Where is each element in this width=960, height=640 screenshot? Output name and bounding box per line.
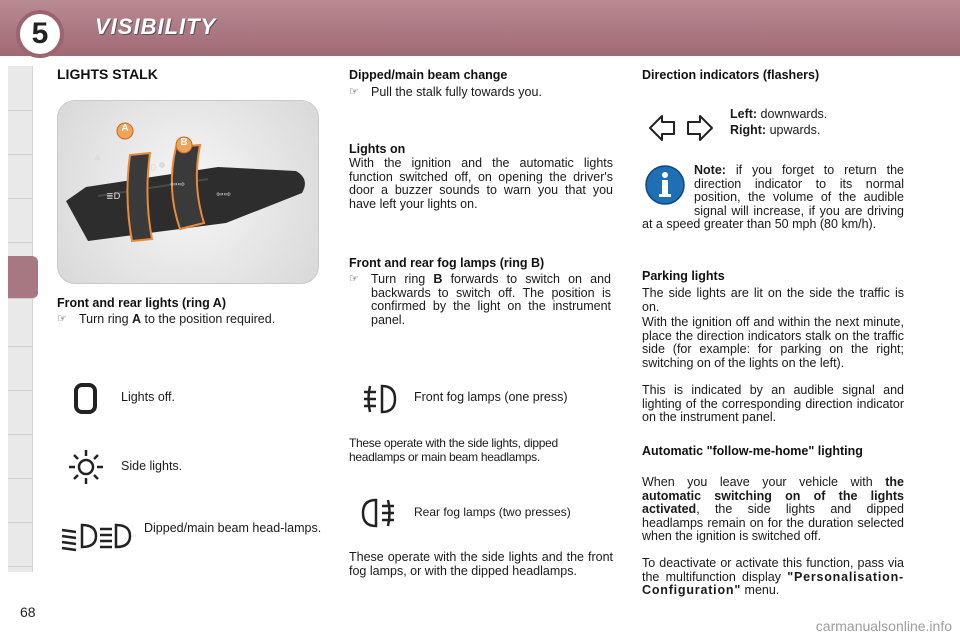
bullet-text: forwards to switch on and backwards to switch off. The position is confirmed by the light on the instrument panel. — [371, 272, 612, 327]
side-lights-icon — [66, 448, 106, 486]
lights-off-icon — [72, 382, 100, 416]
pointing-hand-icon: ☞ — [57, 313, 67, 325]
right-value: upwards. — [766, 123, 821, 137]
lights-on-text: With the ignition and the automatic lights function switched off, on opening the driver's door a buzzer sounds to warn you that you have left your lights on. — [349, 156, 613, 211]
parking-lights-p1: The side lights are lit on the side the traffic is on. — [642, 286, 904, 314]
menu-name: "Personalisation-Configuration" — [642, 569, 904, 597]
svg-text:0: 0 — [150, 163, 157, 174]
note-text — [642, 164, 904, 232]
follow-me-home-p1 — [642, 476, 904, 544]
paragraph-bold: the automatic switching on of the lights activated — [642, 475, 904, 516]
bullet-text: to the position required. — [141, 312, 276, 326]
right-label: Right: — [730, 123, 767, 137]
svg-text:▲: ▲ — [94, 152, 101, 162]
chapter-tab[interactable] — [8, 110, 32, 155]
chapter-tab[interactable] — [8, 302, 32, 347]
chapter-title: VISIBILITY — [95, 14, 217, 39]
bullet-text: Pull the stalk fully towards you. — [371, 85, 542, 99]
note-body: if you forget to return the direction indicator to its normal position, the volume of the audible signal will increase, if you are driving at a speed greater than 50 mph (80 km/h). — [642, 163, 904, 231]
lights-stalk-illustration — [57, 100, 319, 284]
front-fog-lamp-icon — [362, 382, 398, 416]
ring-label-bold: B — [433, 272, 443, 286]
note-label: Note: — [694, 163, 726, 177]
chapter-tab[interactable] — [8, 478, 32, 523]
svg-text:≣D: ≣D — [106, 192, 121, 202]
chapter-tab[interactable] — [8, 434, 32, 479]
fog-lamps-bullet — [349, 273, 613, 329]
chapter-tab[interactable] — [8, 198, 32, 243]
dipped-beam-bullet — [349, 86, 613, 102]
right-indicator-text — [730, 124, 910, 138]
lights-off-label: Lights off. — [121, 390, 175, 404]
parking-lights-p3: This is indicated by an audible signal and lighting of the corresponding direction indicator on the instrument panel. — [642, 383, 904, 424]
rear-fog-lamp-label: Rear fog lamps (two presses) — [414, 505, 571, 519]
chapter-tab[interactable] — [8, 154, 32, 199]
side-lights-label: Side lights. — [121, 459, 183, 473]
left-indicator-text — [730, 108, 910, 122]
chapter-tab[interactable] — [8, 390, 32, 435]
paragraph-text: , the side lights and dipped headlamps remain on for the duration selected when the ignition is switched off. — [642, 502, 904, 543]
left-value: downwards. — [757, 107, 828, 121]
chapter-tab[interactable] — [8, 66, 32, 111]
chapter-tab-strip — [8, 66, 33, 572]
dipped-main-beam-label: Dipped/main beam head-lamps. — [144, 521, 322, 535]
chapter-number-badge: 5 — [16, 10, 64, 58]
chapter-tab[interactable] — [8, 522, 32, 567]
dipped-beam-change-title: Dipped/main beam change — [349, 68, 508, 82]
paragraph-text: menu. — [741, 583, 780, 597]
direction-indicators-title: Direction indicators (flashers) — [642, 68, 820, 82]
ring-a-label: A — [121, 123, 129, 134]
front-rear-lights-bullet — [57, 313, 317, 329]
paragraph-text: To deactivate or activate this function, pass via the multifunction display — [642, 556, 904, 584]
front-rear-lights-title: Front and rear lights (ring A) — [57, 296, 226, 310]
chapter-tab-active[interactable] — [8, 256, 38, 299]
fog-lamps-title: Front and rear fog lamps (ring B) — [349, 256, 545, 270]
watermark: carmanualsonline.info — [815, 618, 952, 634]
lights-on-title: Lights on — [349, 142, 406, 156]
ring-label-bold: A — [132, 312, 142, 326]
follow-me-home-title: Automatic "follow-me-home" lighting — [642, 444, 863, 458]
follow-me-home-p2 — [642, 557, 904, 598]
paragraph-text: When you leave your vehicle with — [642, 475, 886, 489]
bullet-text: Turn ring — [79, 312, 133, 326]
page-number: 68 — [20, 604, 36, 620]
pointing-hand-icon: ☞ — [349, 86, 359, 98]
parking-lights-title: Parking lights — [642, 269, 725, 283]
rear-fog-note: These operate with the side lights and the front fog lamps, or with the dipped headlamps. — [349, 550, 613, 578]
chapter-tab[interactable] — [8, 346, 32, 391]
pointing-hand-icon: ☞ — [349, 273, 359, 285]
front-fog-lamp-label: Front fog lamps (one press) — [414, 390, 568, 404]
svg-text:⇦⇨: ⇦⇨ — [216, 190, 232, 200]
direction-arrows-icon — [646, 113, 716, 143]
dipped-main-beam-icon — [60, 520, 134, 552]
section-title: LIGHTS STALK — [57, 66, 158, 82]
parking-lights-p2: With the ignition off and within the next minute, place the direction indicators stalk on the traffic side (for example: for parking on the right; switching on of the lights on the left). — [642, 315, 904, 370]
stalk-drawing — [58, 101, 318, 283]
rear-fog-lamp-icon — [360, 496, 398, 530]
front-fog-note: These operate with the side lights, dipped headlamps or main beam headlamps. — [349, 436, 558, 464]
bullet-text: Turn ring — [371, 272, 434, 286]
svg-text:⇦⇨: ⇦⇨ — [170, 180, 186, 190]
left-label: Left: — [730, 107, 758, 121]
ring-b-label: B — [180, 137, 188, 148]
